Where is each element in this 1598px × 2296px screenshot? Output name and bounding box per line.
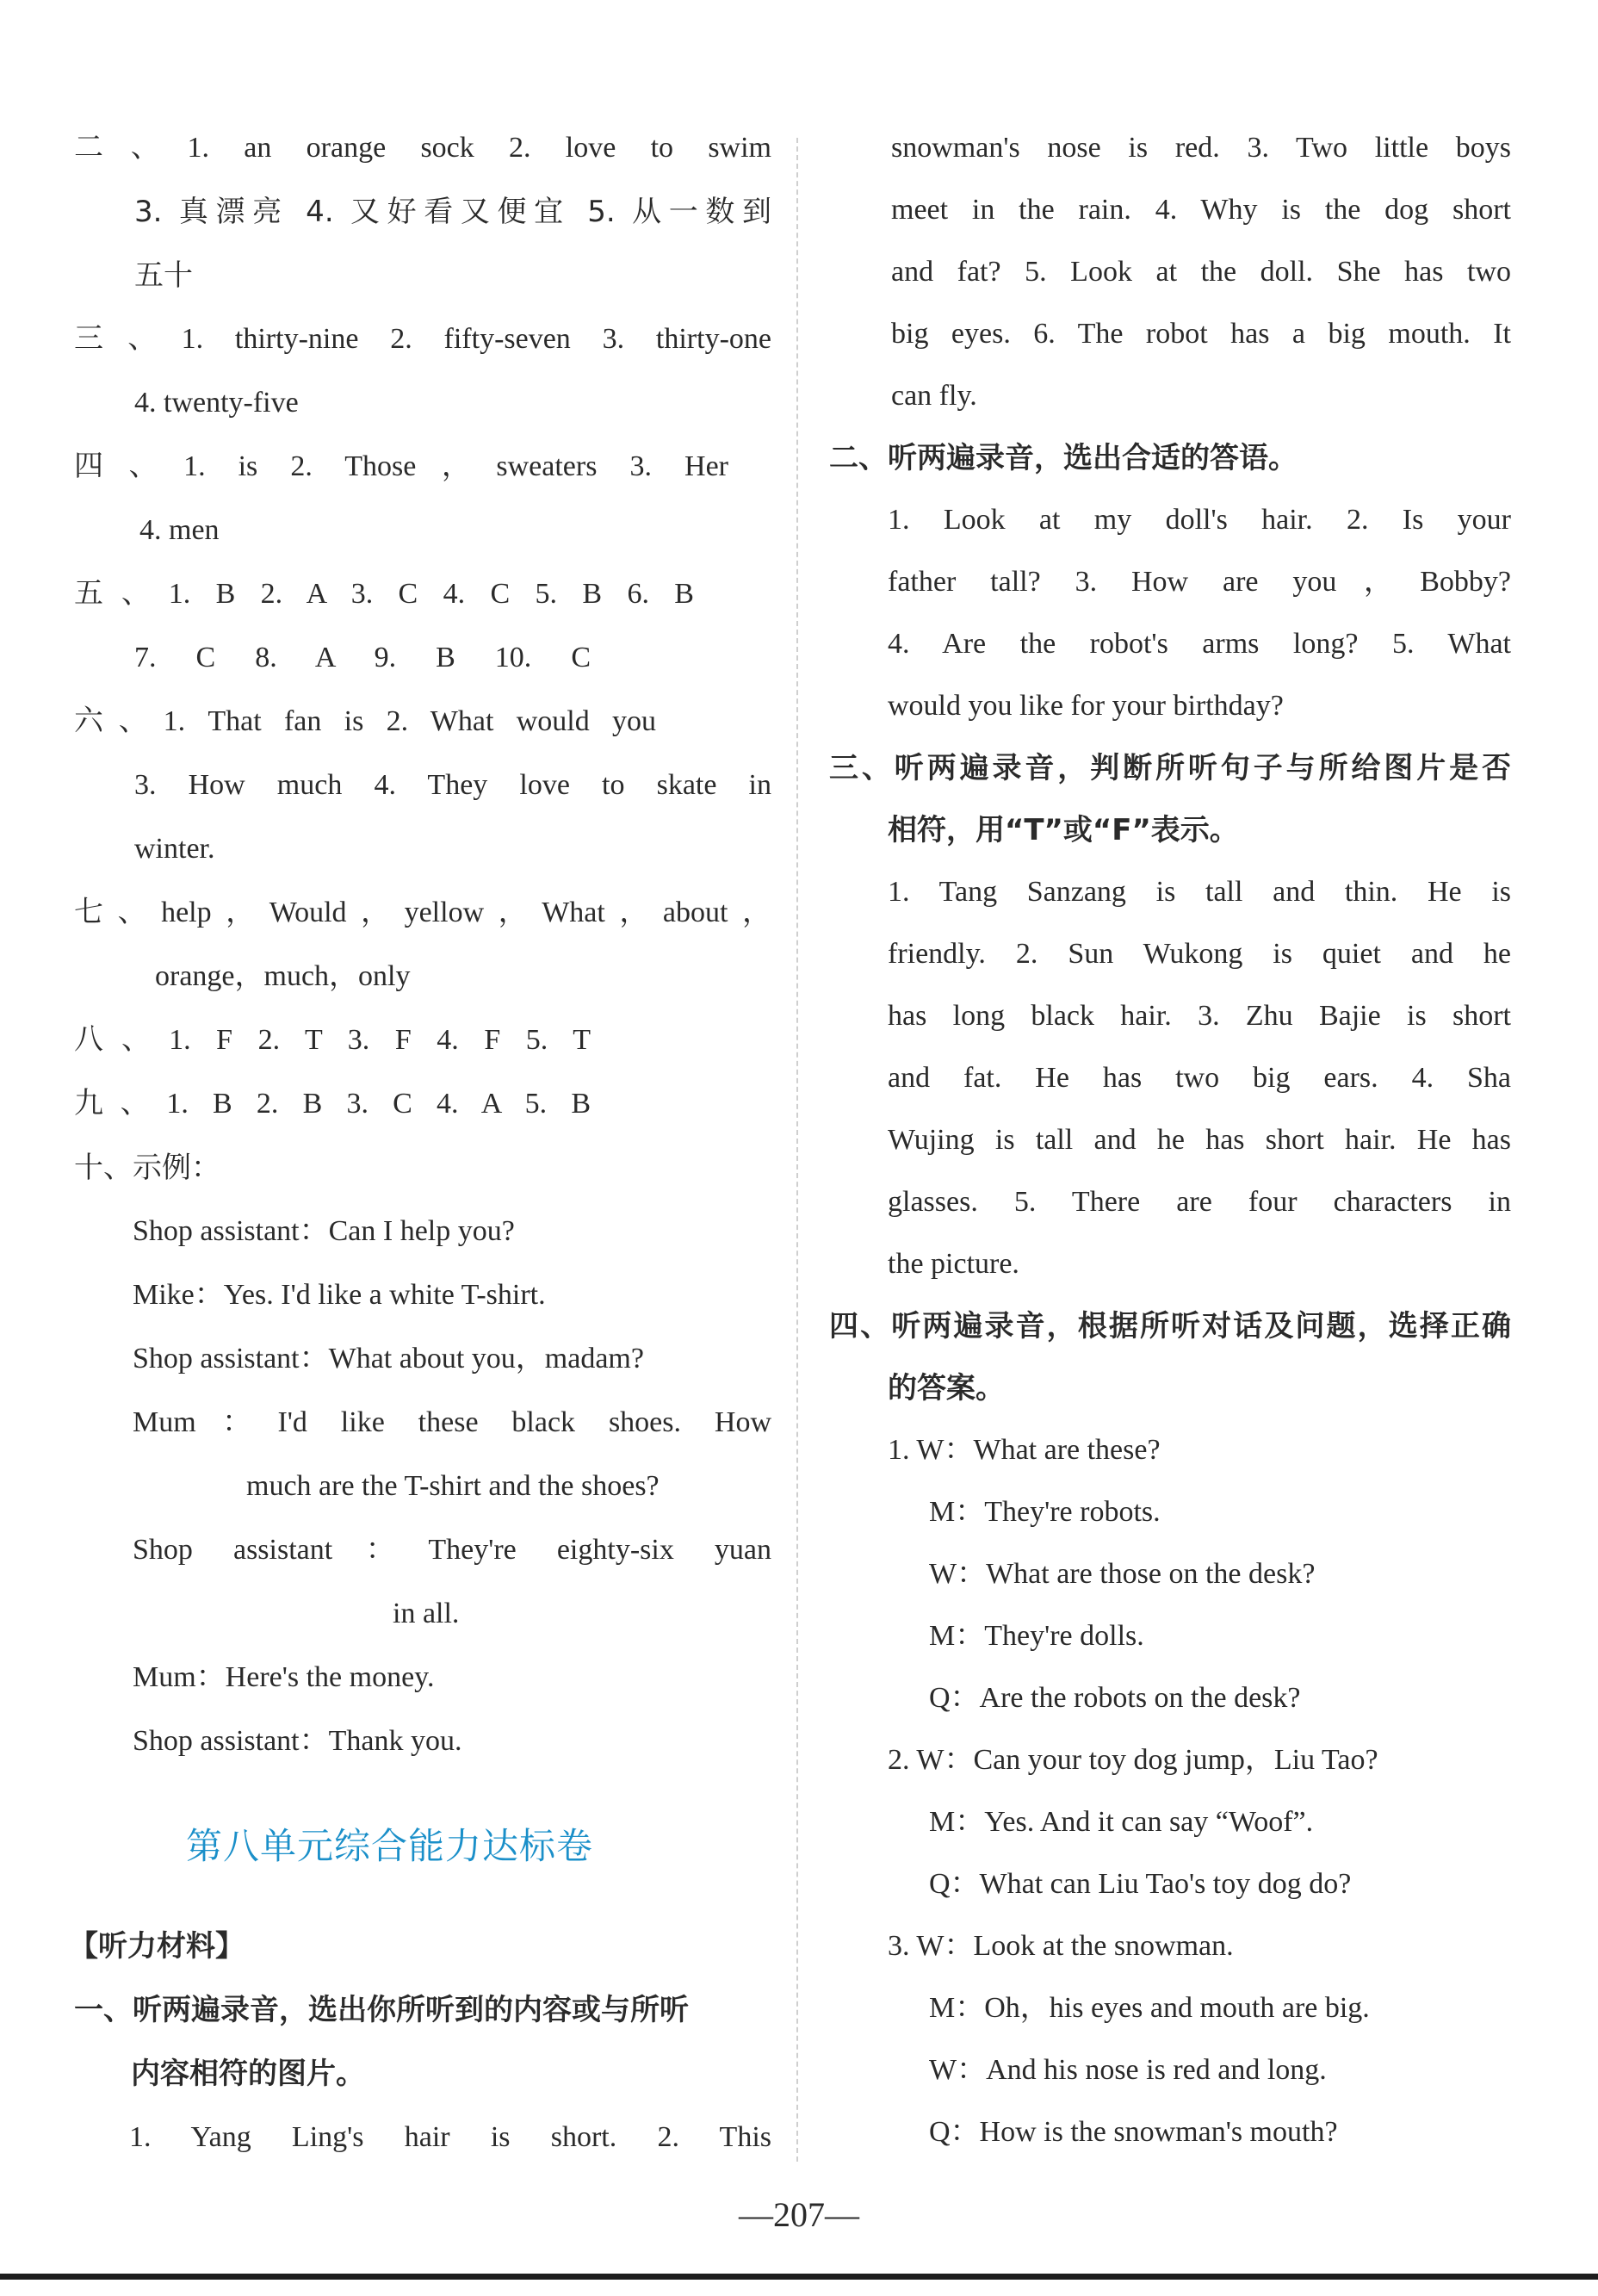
answer-line: 三、1. thirty-nine 2. fifty-seven 3. thirty-one — [74, 323, 771, 355]
section-heading: 相符，用“T”或“F”表示。 — [888, 813, 1239, 847]
section-heading: 内容相符的图片。 — [131, 2057, 365, 2091]
listening-line: 1. Tang Sanzang is tall and thin. He is — [888, 876, 1511, 908]
section-heading: 四、听两遍录音，根据所听对话及问题，选择正确 — [829, 1309, 1511, 1343]
answer-line: 3. 真漂亮 4. 又好看又便宜 5. 从一数到 — [134, 195, 771, 229]
answer-line: 六、1. That fan is 2. What would you — [74, 705, 656, 737]
dialogue-line: Mike：Yes. I'd like a white T-shirt. — [133, 1279, 546, 1311]
dialogue-line: Q：How is the snowman's mouth? — [929, 2116, 1338, 2148]
footer-rule — [0, 2274, 1598, 2280]
dialogue-line: Shop assistant：They're eighty-six yuan — [133, 1534, 771, 1566]
dialogue-line: Mum：I'd like these black shoes. How — [133, 1406, 771, 1438]
answer-line: 4. men — [139, 514, 220, 546]
dialogue-line: Shop assistant：Thank you. — [133, 1725, 462, 1757]
listening-line: meet in the rain. 4. Why is the dog short — [891, 194, 1511, 226]
answer-line: 3. How much 4. They love to skate in — [134, 769, 771, 801]
answer-line: winter. — [134, 833, 215, 865]
listening-line: father tall? 3. How are you，Bobby? — [888, 566, 1511, 598]
listening-line: and fat. He has two big ears. 4. Sha — [888, 1062, 1511, 1094]
answer-line: 七、help，Would，yellow，What，about， — [74, 897, 771, 928]
answer-line: 九、1. B 2. B 3. C 4. A 5. B — [74, 1088, 591, 1120]
page-number: —207— — [739, 2195, 859, 2234]
dialogue-line: Q：Are the robots on the desk? — [929, 1682, 1301, 1714]
listening-line: can fly. — [891, 380, 977, 412]
answer-line: 五、1. B 2. A 3. C 4. C 5. B 6. B — [74, 578, 694, 610]
section-heading: 的答案。 — [888, 1371, 1005, 1406]
listening-line: friendly. 2. Sun Wukong is quiet and he — [888, 938, 1511, 970]
answer-line: 五十 — [134, 258, 193, 293]
dialogue-line: Shop assistant：What about you，madam? — [133, 1343, 644, 1374]
section-heading: 二、听两遍录音，选出合适的答语。 — [829, 441, 1298, 475]
dialogue-line: much are the T-shirt and the shoes? — [246, 1470, 660, 1502]
section-heading: 三、听两遍录音，判断所听句子与所给图片是否 — [829, 751, 1511, 785]
dialogue-line: Mum：Here's the money. — [133, 1661, 435, 1693]
dialogue-line: M：They're robots. — [929, 1496, 1161, 1528]
dialogue-line: 2. W：Can your toy dog jump，Liu Tao? — [888, 1744, 1378, 1776]
column-divider — [796, 138, 798, 2162]
listening-line: the picture. — [888, 1248, 1019, 1280]
listening-line: snowman's nose is red. 3. Two little boys — [891, 132, 1511, 164]
answer-line: 二、1. an orange sock 2. love to swim — [74, 132, 771, 164]
listening-line: glasses. 5. There are four characters in — [888, 1186, 1511, 1218]
answer-line: 十、示例： — [74, 1151, 220, 1185]
listening-line: 4. Are the robot's arms long? 5. What — [888, 628, 1511, 660]
dialogue-line: Q：What can Liu Tao's toy dog do? — [929, 1868, 1352, 1900]
dialogue-line: W：What are those on the desk? — [929, 1558, 1316, 1590]
unit-title: 第八单元综合能力达标卷 — [186, 1825, 594, 1867]
dialogue-line: W：And his nose is red and long. — [929, 2054, 1327, 2086]
listening-line: 1. Yang Ling's hair is short. 2. This — [129, 2121, 771, 2153]
listening-line: 1. Look at my doll's hair. 2. Is your — [888, 504, 1511, 536]
answer-line: 7. C 8. A 9. B 10. C — [134, 642, 591, 673]
section-heading: 一、听两遍录音，选出你所听到的内容或与所听 — [74, 1993, 689, 2027]
answer-line: orange，much，only — [155, 960, 411, 992]
dialogue-line: Shop assistant：Can I help you? — [133, 1215, 515, 1247]
section-heading: 【听力材料】 — [69, 1929, 245, 1964]
dialogue-line: M：They're dolls. — [929, 1620, 1144, 1652]
listening-line: Wujing is tall and he has short hair. He has — [888, 1124, 1511, 1156]
answer-line: 4. twenty-five — [134, 387, 299, 419]
listening-line: and fat? 5. Look at the doll. She has two — [891, 256, 1511, 288]
answer-line: 四、1. is 2. Those，sweaters 3. Her — [74, 450, 728, 482]
dialogue-line: M：Yes. And it can say “Woof”. — [929, 1806, 1314, 1838]
answer-line: 八、1. F 2. T 3. F 4. F 5. T — [74, 1024, 591, 1056]
listening-line: would you like for your birthday? — [888, 690, 1284, 722]
dialogue-line: 1. W：What are these? — [888, 1434, 1161, 1466]
listening-line: big eyes. 6. The robot has a big mouth. It — [891, 318, 1511, 350]
listening-line: has long black hair. 3. Zhu Bajie is short — [888, 1000, 1511, 1032]
dialogue-line: 3. W：Look at the snowman. — [888, 1930, 1234, 1962]
dialogue-line: in all. — [393, 1598, 460, 1629]
dialogue-line: M：Oh，his eyes and mouth are big. — [929, 1992, 1370, 2024]
